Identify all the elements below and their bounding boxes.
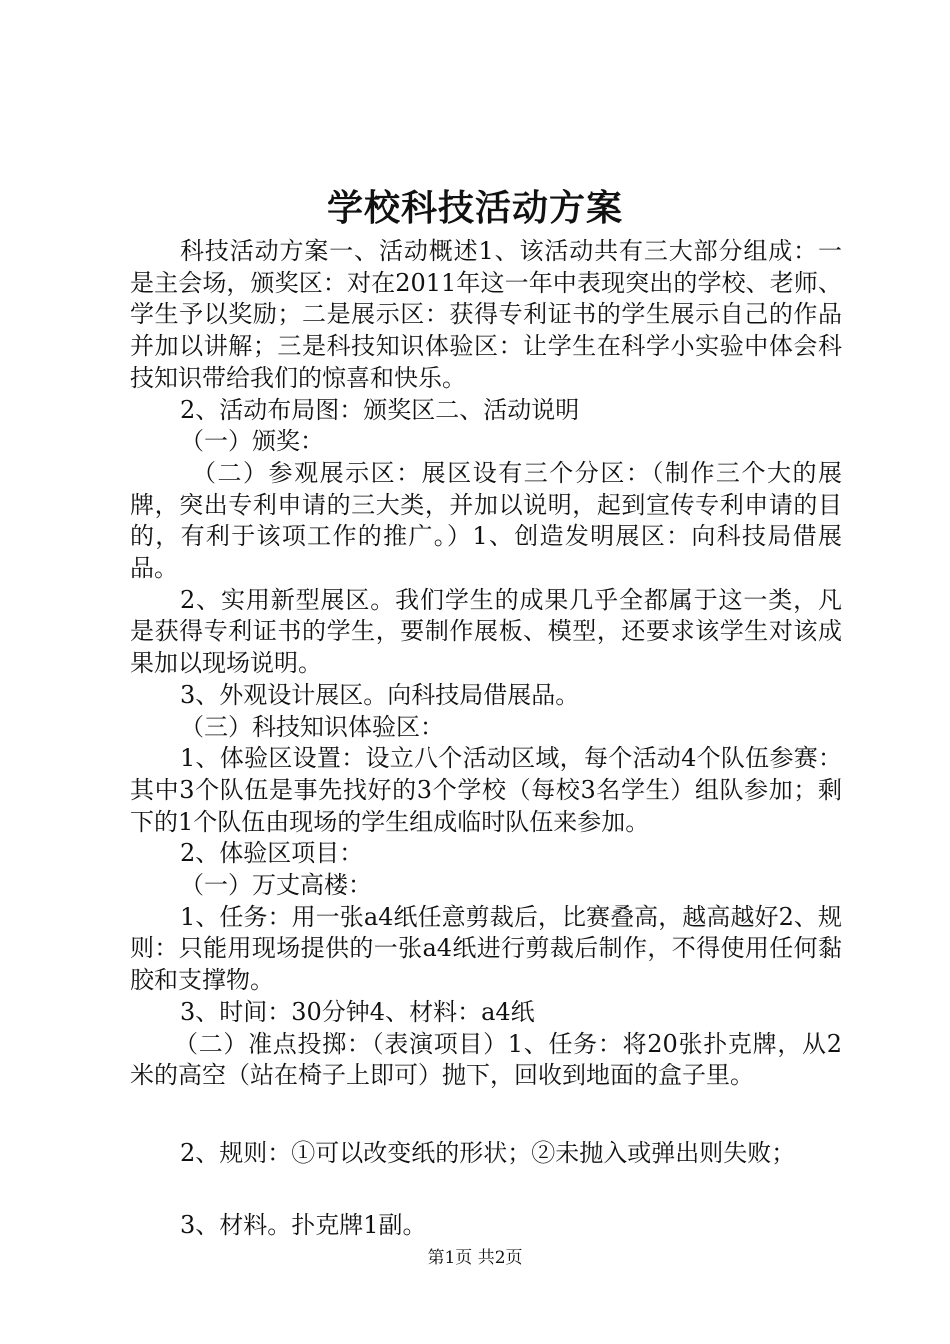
paragraph-tower-time: 3、时间：30分钟4、材料：a4纸 <box>180 997 535 1026</box>
paragraph-tower-task: 1、任务：用一张a4纸任意剪裁后，比赛叠高，越高越好2、规则：只能用现场提供的一张a4纸进行剪裁后制作，不得使用任何黏胶和支撑物。 <box>130 902 842 995</box>
paragraph-zone-items: 2、体验区项目： <box>180 839 364 868</box>
paragraph-exhibition: （二）参观展示区：展区设有三个分区：（制作三个大的展牌，突出专利申请的三大类，并加以说明，起到宣传专利申请的目的，有利于该项工作的推广。）1、创造发明展区：向科技局借展品。 <box>130 458 842 583</box>
document-title: 学校科技活动方案 <box>326 187 623 229</box>
paragraph-award: （一）颁奖： <box>180 427 324 456</box>
paragraph-throw-material: 3、材料。扑克牌1副。 <box>180 1210 427 1239</box>
paragraph-tower: （一）万丈高楼： <box>180 871 372 900</box>
paragraph-design: 3、外观设计展区。向科技局借展品。 <box>180 680 580 709</box>
document-body <box>130 236 842 1241</box>
paragraph-overview: 科技活动方案一、活动概述1、该活动共有三大部分组成：一是主会场，颁奖区：对在2011年这一年中表现突出的学校、老师、学生予以奖励；二是展示区：获得专利证书的学生展示自己的作品并加以讲解；三是科技知识体验区：让学生在科学小实验中体会科技知识带给我们的惊喜和快乐。 <box>130 237 842 392</box>
paragraph-layout: 2、活动布局图：颁奖区二、活动说明 <box>180 395 580 424</box>
paragraph-experience-zone: （三）科技知识体验区： <box>180 712 444 741</box>
page-footer: 第1页 共2页 <box>427 1248 523 1268</box>
paragraph-throw: （二）准点投掷：（表演项目）1、任务：将20张扑克牌，从2米的高空（站在椅子上即可）抛下，回收到地面的盒子里。 <box>130 1029 842 1090</box>
paragraph-throw-rules: 2、规则：①可以改变纸的形状；②未抛入或弹出则失败； <box>180 1138 796 1167</box>
paragraph-utility-model: 2、实用新型展区。我们学生的成果几乎全都属于这一类，凡是获得专利证书的学生，要制作展板、模型，还要求该学生对该成果加以现场说明。 <box>130 585 842 678</box>
paragraph-zone-setup: 1、体验区设置：设立八个活动区域，每个活动4个队伍参赛：其中3个队伍是事先找好的3个学校（每校3名学生）组队参加；剩下的1个队伍由现场的学生组成临时队伍来参加。 <box>130 744 842 836</box>
